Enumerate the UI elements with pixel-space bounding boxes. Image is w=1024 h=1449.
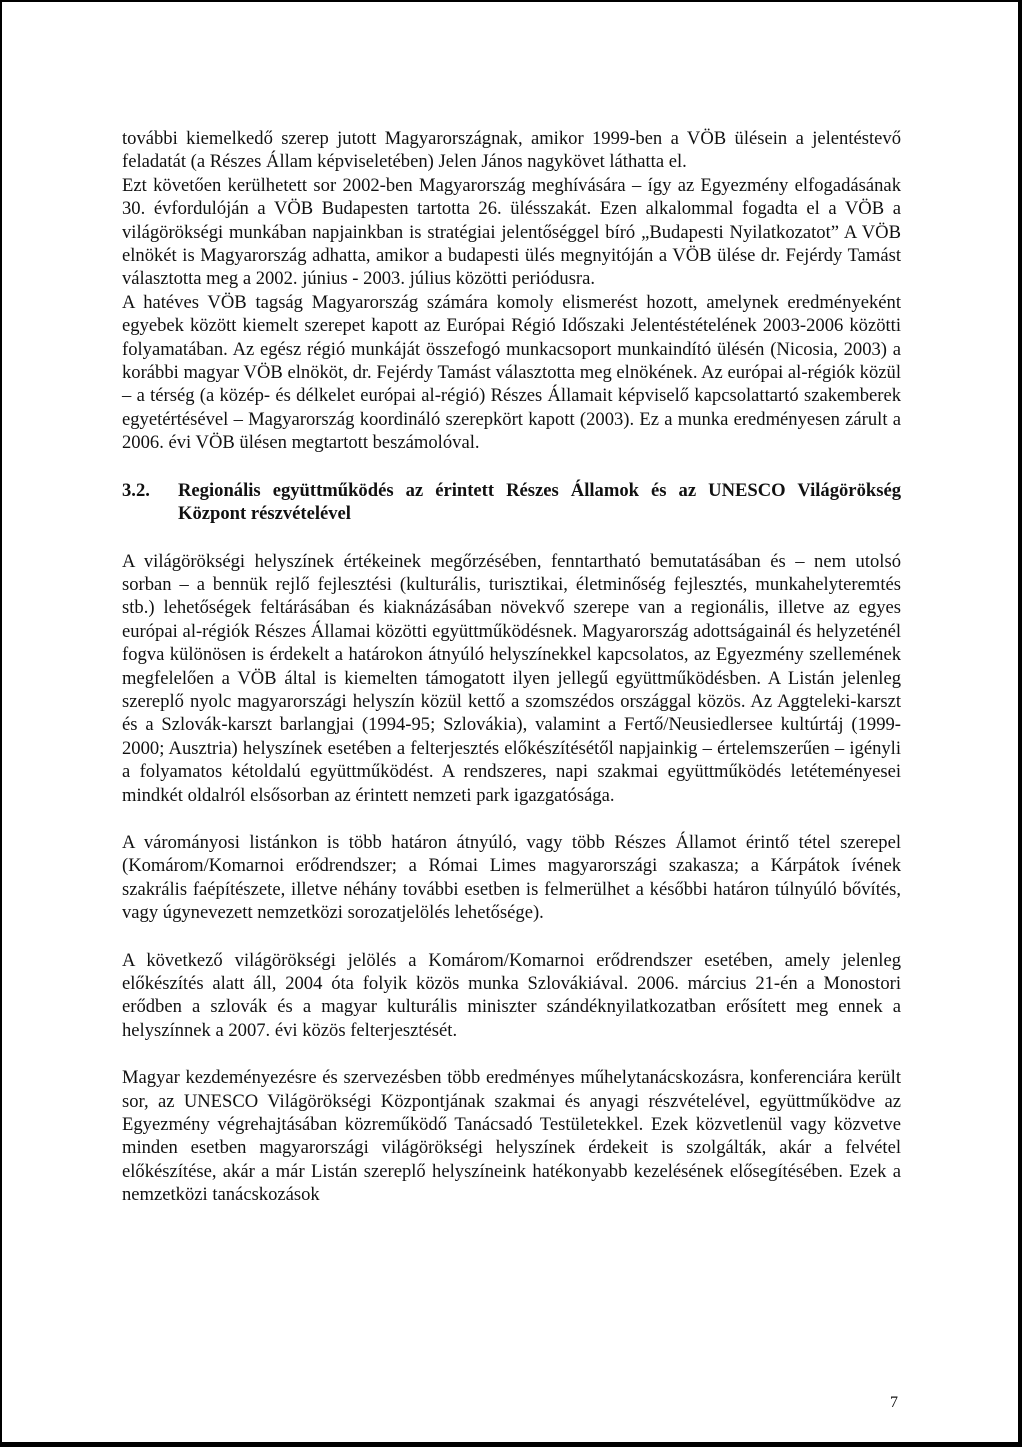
spacer xyxy=(122,807,901,831)
body-paragraph: A világörökségi helyszínek értékeinek megőrzésében, fenntartható bemutatásában és – nem utolsó sorban – a bennük rejlő fejlesztési (kulturális, turisztikai, életminőség fejlesztés, munkahelyteremtés stb.) lehetőségek feltárásában és kiaknázásában növekvő szerepe van a regionális, illetve az egyes európai al-régiók Részes Államai közötti együttműködésnek. Magyarország adottságainál és helyzeténél fogva különösen is érdekelt a határokon átnyúló helyszínekkel kapcsolatos, az Egyezmény szellemének megfelelően a VÖB által is kiemelten támogatott ilyen jellegű együttműködésben. A Listán jelenleg szereplő nyolc magyarországi helyszín közül kettő a szomszédos országgal közös. Az Aggteleki-karszt és a Szlovák-karszt barlangjai (1994-95; Szlovákia), valamint a Fertő/Neusiedlersee kultúrtáj (1999-2000; Ausztria) helyszínek esetében a felterjesztés előkészítésétől napjainkig – értelemszerűen – igényli a folyamatos kétoldalú együttműködést. A rendszeres, napi szakmai együttműködés letéteményesei mindkét oldalról elsősorban az érintett nemzeti park igazgatósága. xyxy=(122,550,901,806)
spacer xyxy=(122,1042,901,1066)
body-paragraph: A várományosi listánkon is több határon átnyúló, vagy több Részes Államot érintő tétel szerepel (Komárom/Komarnoi erődrendszer; a Római Limes magyarországi szakasza; a Kárpátok ívének szakrális faépítészete, illetve néhány további esetben is felmerülhet a későbbi határon túlnyúló bővítés, vagy úgynevezett nemzetközi sorozatjelölés lehetősége). xyxy=(122,831,901,924)
spacer xyxy=(122,925,901,949)
body-paragraph: A hatéves VÖB tagság Magyarország számára komoly elismerést hozott, amelynek eredményeként egyebek között kiemelt szerepet kapott az Európai Régió Időszaki Jelentéstételének 2003-2006 közötti folyamatában. Az egész régió munkáját összefogó munkacsoport munkaindító ülésén (Nicosia, 2003) a korábbi magyar VÖB elnököt, dr. Fejérdy Tamást választotta meg elnökének. Az európai al-régiók közül – a térség (a közép- és délkelet európai al-régió) Részes Államait képviselő kapcsolattartó szakemberek egyetértésével – Magyarország koordináló szerepkört kapott (2003). Ez a munka eredményesen zárult a 2006. évi VÖB ülésen megtartott beszámolóval. xyxy=(122,291,901,454)
body-paragraph: Magyar kezdeményezésre és szervezésben több eredményes műhelytanácskozásra, konferenciára került sor, az UNESCO Világörökségi Központjának szakmai és anyagi részvételével, együttműködve az Egyezmény végrehajtásában közreműködő Tanácsadó Testületekkel. Ezek közvetlenül vagy közvetve minden esetben magyarországi világörökségi helyszínek érdekeit is szolgálták, akár a felvétel előkészítése, akár a már Listán szereplő helyszíneink hatékonyabb kezelésének elősegítésében. Ezek a nemzetközi tanácskozások xyxy=(122,1067,901,1206)
section-heading xyxy=(122,479,901,526)
body-paragraph: további kiemelkedő szerep jutott Magyarországnak, amikor 1999-ben a VÖB ülésein a jelentéstevő feladatát (a Részes Állam képviseletében) Jelen János nagykövet láthatta el. xyxy=(122,128,901,173)
spacer xyxy=(122,455,901,479)
section-number: 3.2. xyxy=(122,479,150,501)
page-number: 7 xyxy=(890,1394,898,1411)
spacer xyxy=(122,526,901,550)
body-paragraph: A következő világörökségi jelölés a Komárom/Komarnoi erődrendszer esetében, amely jelenleg előkészítés alatt áll, 2004 óta folyik közös munka Szlovákiával. 2006. március 21-én a Monostori erődben a szlovák és a magyar kulturális miniszter szándéknyilatkozatban erősített meg ennek a helyszínnek a 2007. évi közös felterjesztését. xyxy=(122,949,901,1041)
page-content xyxy=(122,127,901,1207)
body-paragraph: Ezt követően kerülhetett sor 2002-ben Magyarország meghívására – így az Egyezmény elfogadásának 30. évfordulóján a VÖB Budapesten tartotta 26. ülésszakát. Ezen alkalommal fogadta el a VÖB a világörökségi munkában napjainkban is stratégiai jelentőséggel bíró „Budapesti Nyilatkozatot” A VÖB elnökét is Magyarország adhatta, amikor a budapesti ülés megnyitóján a VÖB ülése dr. Fejérdy Tamást választotta meg a 2002. június - 2003. július közötti periódusra. xyxy=(122,174,901,290)
section-title: Regionális együttműködés az érintett Részes Államok és az UNESCO Világörökség Központ részvételével xyxy=(178,479,901,525)
